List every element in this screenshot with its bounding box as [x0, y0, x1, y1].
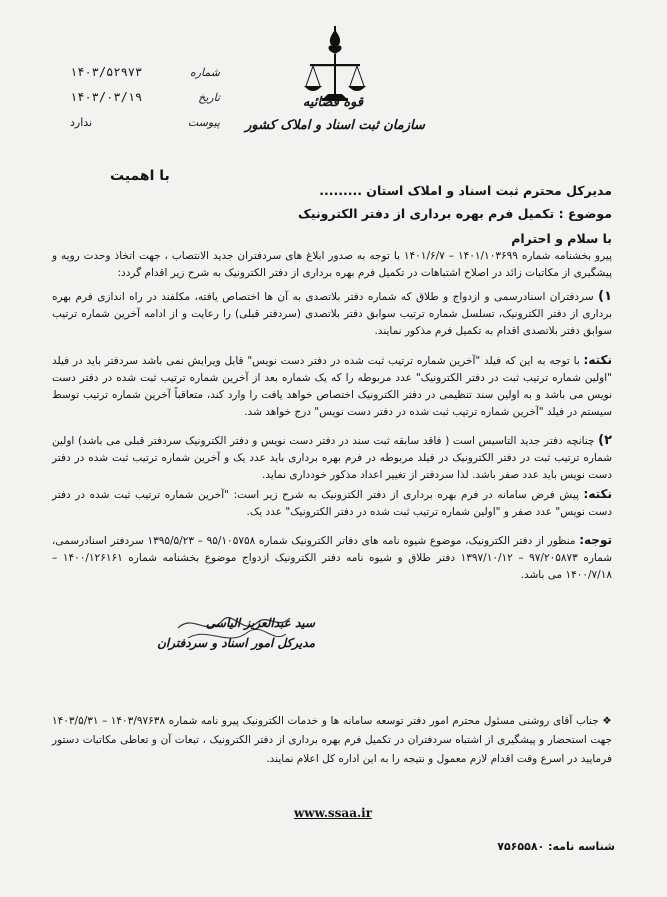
attention-text: منظور از دفتر الکترونیک، موضوع شیوه نامه های دفاتر الکترونیک شماره ۹۵/۱۰۵۷۵۸ – ۱۳۹۵/۵/۲۳ سردفتر اسنادرسمی، شماره ۹۷/۲۰۵۸۷۳ – ۱۳۹۷/۱۰/۱۲ دفتر طلاق و شیوه نامه دفتر الکترونیک ازدواج موضوع بخشنامه شماره ۱۴۰۰/۱۲۶۱۶۱ – ۱۴۰۰/۷/۱۸ می باشد.	[52, 535, 612, 581]
signature-name: سید عبدالعزیز الیاسی	[205, 616, 315, 630]
item-1-text: سردفتران اسنادرسمی و ازدواج و طلاق که شماره دفتر بلاتصدی به آن ها اختصاص یافته، مکلفند در راه اندازی فرم بهره برداری از دفتر الکترونیک، تسلسل شماره ترتیب سوابق دفتر بلاتصدی (سردفتر قبلی) را رعایت و از ادامه آخرین شماره ترتیب سوابق دفتر بلاتصدی اقدام به تکمیل فرم مذکور نمایند.	[52, 291, 612, 337]
subject-line: موضوع : تکمیل فرم بهره برداری از دفتر الکترونیک	[298, 206, 612, 221]
note-1-text: با توجه به این که فیلد "آخرین شماره ترتیب ثبت شده در دفتر دست نویس" قابل ویرایش نمی باشد سردفتر باید در فیلد "اولین شماره ترتیب ثبت در دفتر الکترونیک" عدد مربوطه را که یک شماره بعد از آخرین شماره ترتیب ثبت شده در دفتر دست نویس می باشد و به اولین سند تنظیمی در دفتر الکترونیک اختصاص خواهد یافت را وارد کند، متعاقباً آخرین شماره ترتیب توسط سیستم در فیلد "آخرین شماره ترتیب ثبت شده در دفتر دست نویس" درج خواهد شد.	[52, 355, 612, 418]
letter-meta	[70, 60, 220, 135]
item-2-paragraph	[52, 432, 612, 484]
letter-attachment-label: پیوست	[187, 116, 220, 129]
item-2-text: چنانچه دفتر جدید التاسیس است ( فاقد سابقه ثبت سند در دفتر دست نویس و دفتر الکترونیک سردفتر قبلی می باشد) اولین شماره ترتیب ثبت در دفتر الکترونیک در فیلد مربوطه در فرم بهره برداری باید عدد یک و آخرین شماره ترتیب ثبت شده در دفتر دست نویس باید عدد صفر باشد. لذا سردفتر از تغییر اعداد مذکور خودداری نماید.	[52, 435, 612, 481]
note-1-label: نکته:	[583, 353, 613, 367]
note-2-text: پیش فرض سامانه در فرم بهره برداری از دفتر الکترونیک به شرح زیر است: "آخرین شماره ترتیب ثبت شده در دفتر دست نویس" عدد صفر و "اولین شماره ترتیب ثبت شده در دفتر الکترونیک" عدد یک.	[52, 489, 612, 518]
note-2-label: نکته:	[583, 487, 612, 501]
letter-attachment-row	[70, 110, 220, 135]
item-2-number: ۲)	[598, 433, 612, 448]
letter-date-row	[70, 85, 220, 110]
note-2-paragraph	[52, 486, 612, 521]
org-name-label: سازمان ثبت اسناد و املاک کشور	[245, 118, 425, 133]
signature-title: مدیرکل امور اسناد و سردفتران	[157, 636, 315, 650]
letter-number-label: شماره	[189, 66, 220, 79]
letter-number-value: ۱۴۰۳/۵۲۹۷۳	[70, 65, 143, 79]
attention-paragraph	[52, 532, 612, 584]
recipient-line: مدیرکل محترم ثبت اسناد و املاک استان .........	[319, 183, 612, 198]
item-1-paragraph	[52, 288, 612, 340]
note-1-paragraph	[52, 352, 612, 421]
letter-date-value: ۱۴۰۳/۰۳/۱۹	[70, 90, 143, 104]
item-1-number: ۱)	[598, 289, 612, 304]
letter-number-row	[70, 60, 220, 85]
letter-attachment-value: ندارد	[70, 116, 93, 129]
signature-block	[155, 616, 315, 650]
tracking-id-value: ۷۵۶۵۵۸۰	[497, 840, 545, 853]
tracking-id-label: شناسه نامه:	[548, 840, 615, 853]
intro-paragraph: پیرو بخشنامه شماره ۱۴۰۱/۱۰۳۶۹۹ – ۱۴۰۱/۶/۷ با توجه به صدور ابلاغ های سردفتران جدید الانتصاب ، جهت اتخاذ وحدت رویه و پیشگیری از مکاتبات زائد در اصلاح اشتباهات در تکمیل فرم بهره برداری از دفتر الکترونیک به شرح زیر اقدام گردد:	[52, 250, 612, 279]
cc-paragraph: ❖ جناب آقای روشنی مسئول محترم امور دفتر توسعه سامانه ها و خدمات الکترونیک پیرو نامه شماره ۱۴۰۳/۹۷۶۳۸ – ۱۴۰۳/۵/۳۱ جهت استحضار و پیشگیری از اشتباه سردفتران در تکمیل فرم بهره برداری از دفتر الکترونیک ، تبعات آن و تعاطی مکاتبات دستور فرمایید در اسرع وقت اقدام لازم معمول و نتیجه را به این اداره کل اعلام نمایند.	[52, 715, 612, 765]
org-judiciary-label: قوه قضائیه	[302, 95, 364, 110]
greeting-line: با سلام و احترام	[511, 231, 612, 246]
letter-date-label: تاریخ	[198, 91, 220, 104]
attention-label: توجه:	[579, 533, 612, 547]
importance-badge: با اهمیت	[110, 168, 170, 184]
tracking-id	[465, 840, 615, 853]
website-url: www.ssaa.ir	[293, 806, 373, 820]
